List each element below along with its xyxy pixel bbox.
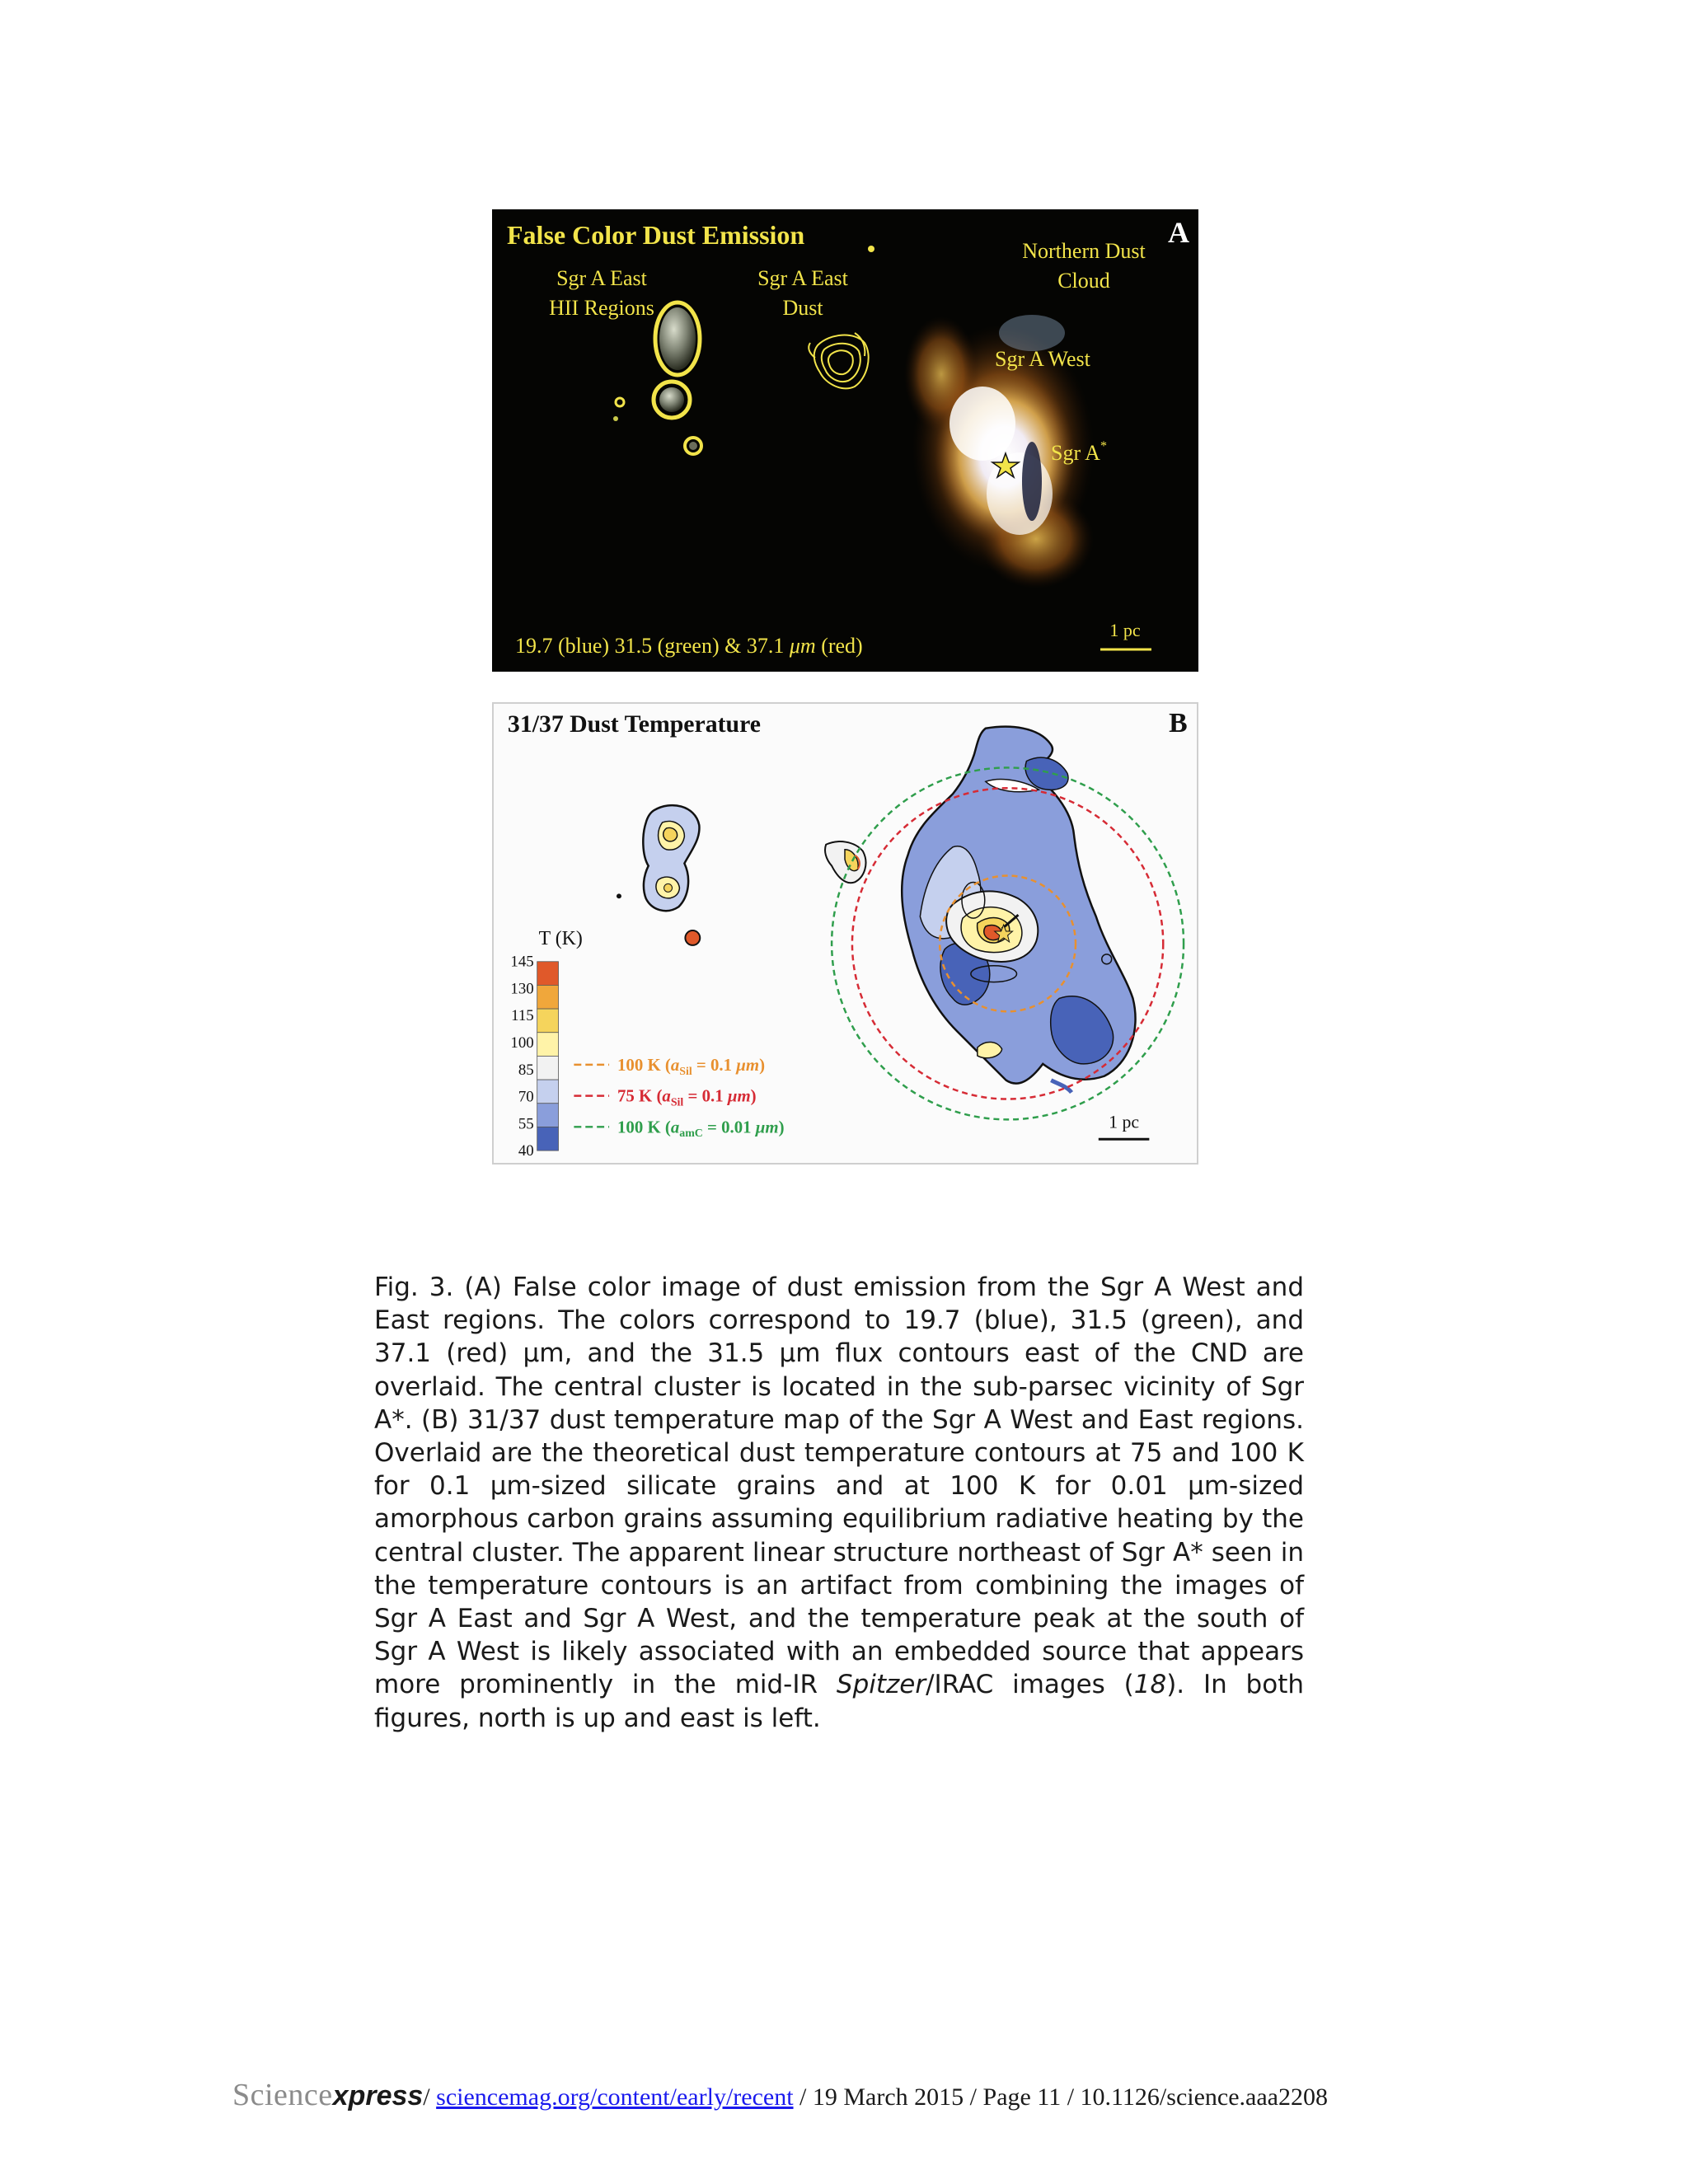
temperature-colorbar [510, 928, 582, 1160]
caption-letter-a: A [474, 1272, 492, 1302]
panel-b-scale-label: 1 pc [1109, 1112, 1140, 1132]
colorbar-title: T (K) [538, 927, 583, 949]
label-sgr-a-west: Sgr A West [995, 347, 1090, 371]
caption-letter-b: B [431, 1404, 449, 1435]
colorbar-swatch [537, 1104, 559, 1127]
colorbar-swatch [537, 1033, 559, 1057]
footer-separator: / [423, 2083, 437, 2111]
colorbar-tick-label: 130 [510, 980, 534, 998]
panel-a-title: False Color Dust Emission [507, 220, 805, 250]
legend-label: 100 K ($a_{Sil} = 0.1$ μm) [617, 1054, 766, 1078]
label-northern-dust-cloud-line2: Cloud [1057, 269, 1110, 293]
caption-reference: 18 [1133, 1670, 1167, 1700]
caption-irac: /IRAC images ( [926, 1670, 1134, 1700]
legend-label: 100 K ($a_{amC} = 0.01$ μm) [617, 1117, 785, 1141]
dust-temperature-map [494, 704, 1197, 1163]
science-logo: Science [232, 2078, 333, 2112]
caption-text-end: ). In both figures, north is up and east is left. [374, 1670, 1305, 1733]
colorbar-tick-label: 145 [510, 953, 534, 971]
colorbar-swatch [537, 962, 559, 986]
panel-a-letter: A [1168, 216, 1189, 249]
label-northern-dust-cloud-line1: Northern Dust [1022, 239, 1146, 263]
bands-caption: 19.7 (blue) 31.5 (green) & 37.1 μm (red) [515, 634, 863, 658]
panel-b-letter: B [1169, 707, 1188, 738]
colorbar-tick-label: 100 [510, 1034, 534, 1052]
colorbar-swatch [537, 1056, 559, 1080]
panel-a-scale-label: 1 pc [1109, 620, 1141, 640]
colorbar-swatch [537, 1080, 559, 1104]
caption-text-b: 31/37 dust temperature map of the Sgr A West and East regions. Overlaid are the theoretical dust temperature contours at 75 and 100 K for 0.1 μm-sized silicate grains and at 100 K for 0.01 μm-sized amorphous carbon grains assuming equilibrium radiative heating by the central cluster. The apparent linear structure northeast of Sgr A* seen in the temperature contours is an artifact from combining the images of Sgr A East and Sgr A West, and the temperature peak at the south of Sgr A West is likely associated with an embedded source that appears more prominently in the mid-IR [374, 1404, 1305, 1700]
label-sgr-a-star: Sgr A* [1051, 439, 1107, 465]
label-sgr-a-east-dust-line2: Dust [782, 296, 823, 320]
caption-spitzer: Spitzer [836, 1670, 926, 1700]
footer-citation: / 19 March 2015 / Page 11 / 10.1126/science.aaa2208 [793, 2083, 1328, 2111]
sgr-a-east-temperature-map [617, 805, 865, 945]
colorbar-swatch [537, 1127, 559, 1151]
contour-legend [574, 1055, 784, 1140]
figure-panel-b [492, 702, 1198, 1165]
footer-link[interactable]: sciencemag.org/content/early/recent [436, 2083, 794, 2111]
label-sgr-a-east-hii-line2: HII Regions [549, 296, 654, 320]
colorbar-tick-label: 85 [518, 1061, 534, 1079]
colorbar-tick-label: 70 [518, 1088, 534, 1106]
caption-fig-label: Fig. 3. [374, 1272, 454, 1302]
colorbar-tick-label: 115 [511, 1007, 534, 1025]
caption-text-a: False color image of dust emission from the Sgr A West and East regions. The colors correspond to 19.7 (blue), 31.5 (green), and 37.1 (red) μm, and the 31.5 μm flux contours east of the CND are overlaid. The central cluster is located in the sub-parsec vicinity of Sgr A*. [374, 1272, 1304, 1435]
page-footer [232, 2077, 1469, 2118]
colorbar-tick-label: 55 [518, 1115, 534, 1133]
label-sgr-a-east-dust-line1: Sgr A East [757, 266, 848, 290]
sgr-a-east-dust-contours [809, 333, 868, 388]
label-sgr-a-east-hii-line1: Sgr A East [556, 266, 647, 290]
colorbar-tick-label: 40 [518, 1142, 534, 1160]
dust-emission-image [492, 209, 1198, 672]
xpress-logo: xpress [332, 2080, 424, 2111]
panel-b-title: 31/37 Dust Temperature [507, 710, 761, 738]
colorbar-swatch [537, 985, 559, 1009]
colorbar-swatch [537, 1009, 559, 1033]
figure-panel-a [492, 209, 1198, 672]
figure-caption: Fig. 3. (A) False color image of dust emission from the Sgr A West and East regions. The colors correspond to 19.7 (blue), 31.5 (green), and 37.1 (red) μm, and the 31.5 μm flux contours east of the CND are overlaid. The central cluster is located in the sub-parsec vicinity of Sgr A*. (B) 31/37 dust temperature map of the Sgr A West and East regions. Overlaid are the theoretical dust temperature contours at 75 and 100 K for 0.1 μm-sized silicate grains and at 100 K for 0.01 μm-sized amorphous carbon grains assuming equilibrium radiative heating by the central cluster. The apparent linear structure northeast of Sgr A* seen in the temperature contours is an artifact from combining the images of Sgr A East and Sgr A West, and the temperature peak at the south of Sgr A West is likely associated with an embedded source that appears more prominently in the mid-IR Spitzer/IRAC images (18). In both figures, north is up and east is left. [374, 1272, 1305, 1733]
legend-label: 75 K ($a_{Sil} = 0.1$ μm) [617, 1085, 757, 1109]
